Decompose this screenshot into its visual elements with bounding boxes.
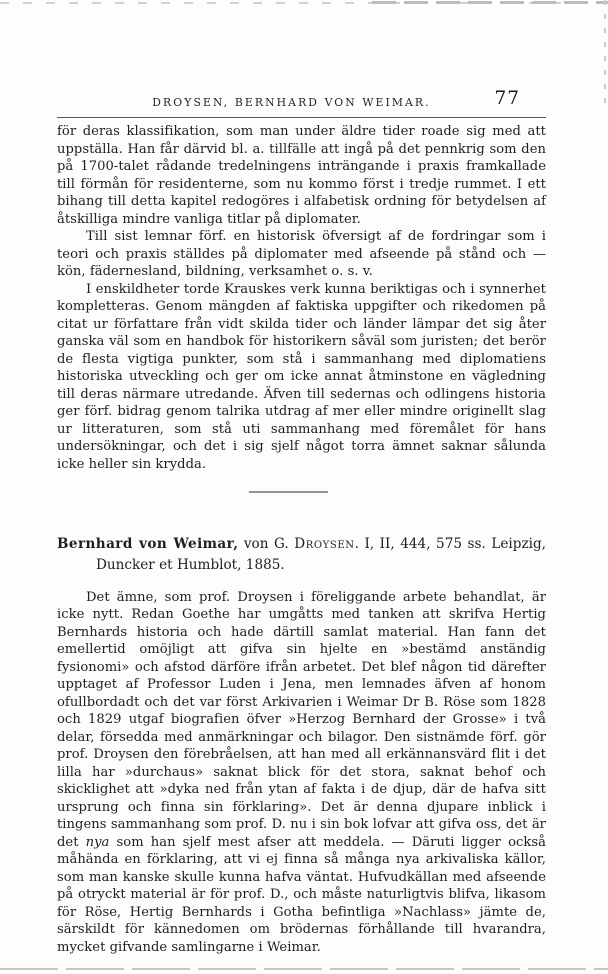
review-heading — [57, 534, 546, 576]
paragraph — [57, 228, 546, 281]
text-segment: . I, II, 444, 575 ss. Leipzig, Duncker et Humblot, 1885. — [96, 536, 546, 573]
header-rule — [57, 117, 546, 118]
text-segment-bold: Bernhard von Weimar, — [57, 536, 239, 552]
body-text-block — [57, 123, 546, 473]
paragraph — [57, 123, 546, 228]
review-text-block — [57, 589, 546, 957]
section-separator-rule — [249, 491, 328, 493]
text-segment: Till sist lemnar förf. en historisk öfversigt af de fordringar som i teori och praxis ställdes på diplomater med afseende på stånd och — kön, fädernesland, bildning, verksamhet o. s. v. — [57, 229, 546, 279]
paragraph — [57, 589, 546, 957]
text-segment: I enskildheter torde Krauskes verk kunna beriktigas och i synnerhet kompletteras. Genom mängden af faktiska uppgifter och rikedomen på citat ur författare från vidt skilda tider och länder lämpar det sig åter ganska väl som en handbok för historikern såväl som juristen; det berör de flesta vigtiga punkter, som stå i sammanhang med diplomatiens historiska utveckling och ger om icke annat åtminstone en vägledning till deras närmare utredande. Äfven till sedernas och odlingens historia ger förf. bidrag genom talrika utdrag af mer eller mindre originellt slag ur litteraturen, som stå uti sammanhang med föremålet för hans undersökningar, och det i sig sjelf något torra ämnet saknar sålunda icke heller sin krydda. — [57, 281, 546, 472]
text-segment-italic: nya — [85, 834, 110, 850]
paragraph — [57, 281, 546, 474]
scan-artifact-right-edge — [604, 0, 606, 108]
text-segment: som han sjelf mest afser att meddela. — Däruti ligger också måhända en förklaring, att vi ej finna så många nya arkivaliska källor, som man kanske skulle kunna hafva väntat. Hufvudkällan med afseende på otryckt material är för prof. D., och måste naturligtvis blifva, likasom för Röse, Hertig Bernhards i Gotha befintliga »Nachlass» jämte de, särskildt för kännedomen om brödernas förhållande till hvarandra, mycket gifvande samlingarne i Weimar. — [57, 834, 546, 955]
text-segment-smallcaps: Droysen — [294, 536, 355, 552]
scan-artifact-top-right-edge — [372, 1, 608, 4]
page-header — [57, 88, 546, 118]
text-segment: Det ämne, som prof. Droysen i föreliggande arbete behandlat, är icke nytt. Redan Goethe har umgåtts med tanken att skrifva Hertig Bernhards historia och hade därtill samlat material. Han fann det emellertid omöjligt att gifva sin hjelte en »bestämd anständig fysionomi» och afstod därföre ifrån arbetet. Det blef någon tid därefter upptaget af Professor Luden i Jena, men lemnades äfven af honom ofullbordadt och det var först Arkivarien i Weimar Dr B. Röse som 1828 och 1829 utgaf biografien öfver »Herzog Bernhard der Grosse» i två delar, försedda med anmärkningar och bilagor. Den sistnämde förf. gör prof. Droysen den förebråelsen, att han med all erkännansvärd flit i det lilla har »durchaus» saknat blick för det stora, saknat behof och skicklighet att »dyka ned från ytan af fakta i de djup, där de hafva sitt ursprung och finna sin förklaring». Det är denna djupare inblick i tingens sammanhang som prof. D. nu i sin bok lofvar att gifva oss, det är det — [57, 589, 546, 850]
page-number: 77 — [494, 88, 520, 109]
text-segment: von G. — [238, 536, 295, 552]
text-column — [57, 123, 546, 956]
text-segment: för deras klassifikation, som man under äldre tider roade sig med att uppställa. Han får därvid bl. a. tillfälle att ingå på det pennkrig som den på 1700-talet rådande tredelningens inträngande i praxis framkallade till förmån för residenterne, som nu kommo först i tredje rummet. I ett bihang till detta kapitel redogöres i alfabetisk ordning för betydelsen af åtskilliga mindre vanliga titlar på diplomater. — [57, 124, 546, 227]
running-title: DROYSEN, BERNHARD VON WEIMAR. — [152, 96, 431, 109]
scan-artifact-bottom-edge — [0, 968, 608, 970]
